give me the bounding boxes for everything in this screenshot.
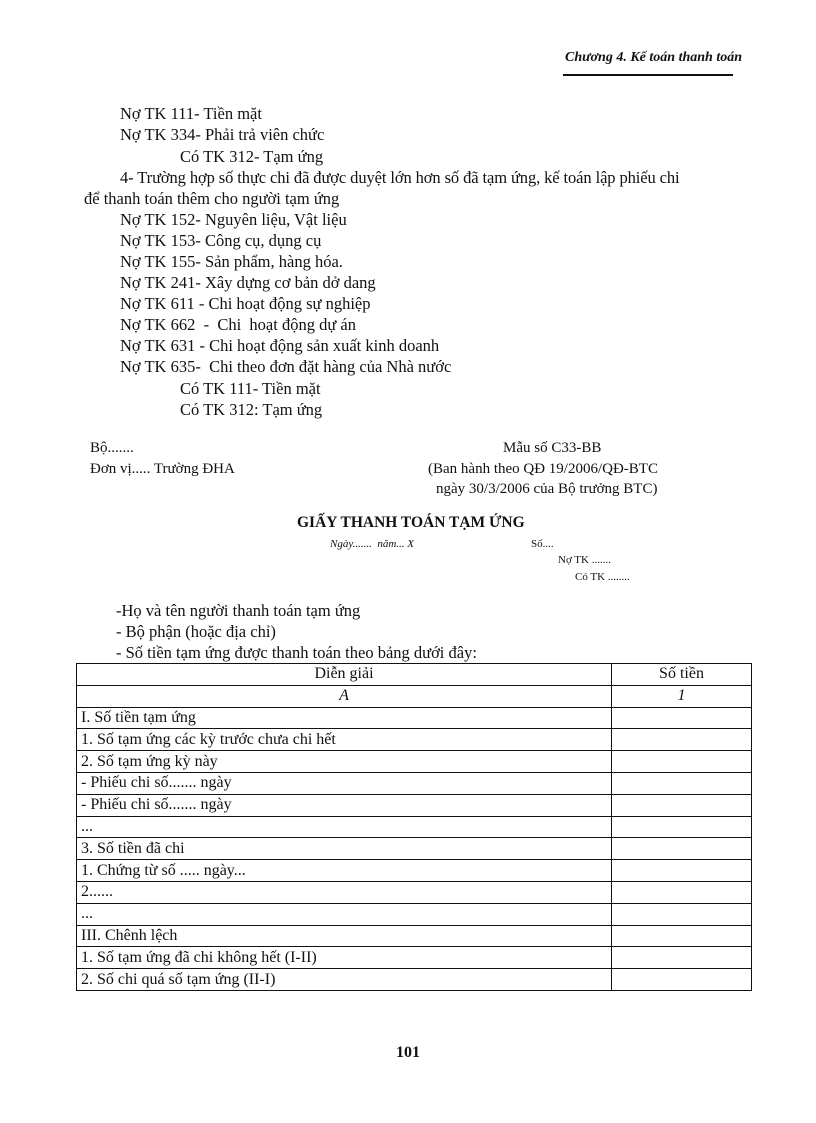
row-amount-cell[interactable] xyxy=(612,903,752,925)
field-amount-intro: - Số tiền tạm ứng được thanh toán theo bảng dưới đây: xyxy=(116,643,477,662)
body-line: Có TK 111- Tiền mặt xyxy=(180,379,321,398)
row-amount-cell[interactable] xyxy=(612,860,752,882)
chapter-header: Chương 4. Kế toán thanh toán xyxy=(565,50,742,65)
row-amount-cell[interactable] xyxy=(612,707,752,729)
body-line: Nợ TK 152- Nguyên liệu, Vật liệu xyxy=(120,210,347,229)
page-number: 101 xyxy=(396,1044,420,1061)
row-amount-cell[interactable] xyxy=(612,816,752,838)
row-description: - Phiếu chi số....... ngày xyxy=(77,794,612,816)
ministry-label: Bộ....... xyxy=(90,440,134,456)
row-description: 2. Số tạm ứng kỳ này xyxy=(77,751,612,773)
row-description: 1. Số tạm ứng đã chi không hết (I-II) xyxy=(77,947,612,969)
body-line: Có TK 312: Tạm ứng xyxy=(180,400,323,419)
row-description: 3. Số tiền đã chi xyxy=(77,838,612,860)
row-amount-cell[interactable] xyxy=(612,925,752,947)
table-row xyxy=(77,947,752,969)
credit-account: Có TK ........ xyxy=(575,571,630,583)
table-row xyxy=(77,925,752,947)
table-row xyxy=(77,729,752,751)
row-description: 2...... xyxy=(77,881,612,903)
table-row xyxy=(77,860,752,882)
table-row xyxy=(77,794,752,816)
table-row xyxy=(77,707,752,729)
row-amount-cell[interactable] xyxy=(612,729,752,751)
column-header-description: Diễn giải xyxy=(77,664,612,686)
body-line: Có TK 312- Tạm ứng xyxy=(180,147,324,166)
body-line: để thanh toán thêm cho người tạm ứng xyxy=(84,189,340,208)
row-amount-cell[interactable] xyxy=(612,751,752,773)
row-description: 1. Số tạm ứng các kỳ trước chưa chi hết xyxy=(77,729,612,751)
header-divider xyxy=(563,74,733,76)
table-row xyxy=(77,772,752,794)
table-row xyxy=(77,838,752,860)
table-row xyxy=(77,969,752,991)
column-code-a: A xyxy=(77,685,612,707)
row-description: I. Số tiền tạm ứng xyxy=(77,707,612,729)
row-description: ... xyxy=(77,816,612,838)
body-line: Nợ TK 611 - Chi hoạt động sự nghiệp xyxy=(120,294,371,313)
date-line: Ngày....... năm... X xyxy=(330,538,415,550)
form-title: GIẤY THANH TOÁN TẠM ỨNG xyxy=(297,514,525,531)
table-row xyxy=(77,816,752,838)
table-row xyxy=(77,903,752,925)
column-header-amount: Số tiền xyxy=(612,664,752,686)
row-amount-cell[interactable] xyxy=(612,881,752,903)
row-description: III. Chênh lệch xyxy=(77,925,612,947)
field-department: - Bộ phận (hoặc địa chỉ) xyxy=(116,622,276,641)
body-line: Nợ TK 155- Sản phẩm, hàng hóa. xyxy=(120,252,343,271)
column-code-1: 1 xyxy=(612,685,752,707)
document-number: Số.... xyxy=(531,538,554,550)
issued-date: ngày 30/3/2006 của Bộ trưởng BTC) xyxy=(436,481,658,497)
body-line: Nợ TK 111- Tiền mặt xyxy=(120,104,262,123)
row-description: 2. Số chi quá số tạm ứng (II-I) xyxy=(77,969,612,991)
debit-account: Nợ TK ....... xyxy=(558,554,611,566)
issued-by: (Ban hành theo QĐ 19/2006/QĐ-BTC xyxy=(428,461,658,477)
row-amount-cell[interactable] xyxy=(612,772,752,794)
row-description: - Phiếu chi số....... ngày xyxy=(77,772,612,794)
row-amount-cell[interactable] xyxy=(612,947,752,969)
table-row xyxy=(77,881,752,903)
body-line: Nợ TK 153- Công cụ, dụng cụ xyxy=(120,231,322,250)
row-amount-cell[interactable] xyxy=(612,794,752,816)
body-line: Nợ TK 241- Xây dựng cơ bản dở dang xyxy=(120,273,376,292)
row-amount-cell[interactable] xyxy=(612,969,752,991)
table-row xyxy=(77,751,752,773)
body-line: Nợ TK 635- Chi theo đơn đặt hàng của Nhà nước xyxy=(120,357,452,376)
body-line: Nợ TK 334- Phải trả viên chức xyxy=(120,125,325,144)
row-description: 1. Chứng từ số ..... ngày... xyxy=(77,860,612,882)
body-line: Nợ TK 662 - Chi hoạt động dự án xyxy=(120,315,356,334)
row-amount-cell[interactable] xyxy=(612,838,752,860)
body-line: 4- Trường hợp số thực chi đã được duyệt lớn hơn số đã tạm ứng, kế toán lập phiếu chi xyxy=(120,168,680,187)
body-line: Nợ TK 631 - Chi hoạt động sản xuất kinh doanh xyxy=(120,336,440,355)
settlement-table xyxy=(76,663,752,991)
row-description: ... xyxy=(77,903,612,925)
unit-label: Đơn vị..... Trường ĐHA xyxy=(90,461,235,477)
table-header-row xyxy=(77,664,752,686)
form-code: Mẫu số C33-BB xyxy=(503,440,602,456)
field-payee-name: -Họ và tên người thanh toán tạm ứng xyxy=(116,601,361,620)
table-subheader-row xyxy=(77,685,752,707)
